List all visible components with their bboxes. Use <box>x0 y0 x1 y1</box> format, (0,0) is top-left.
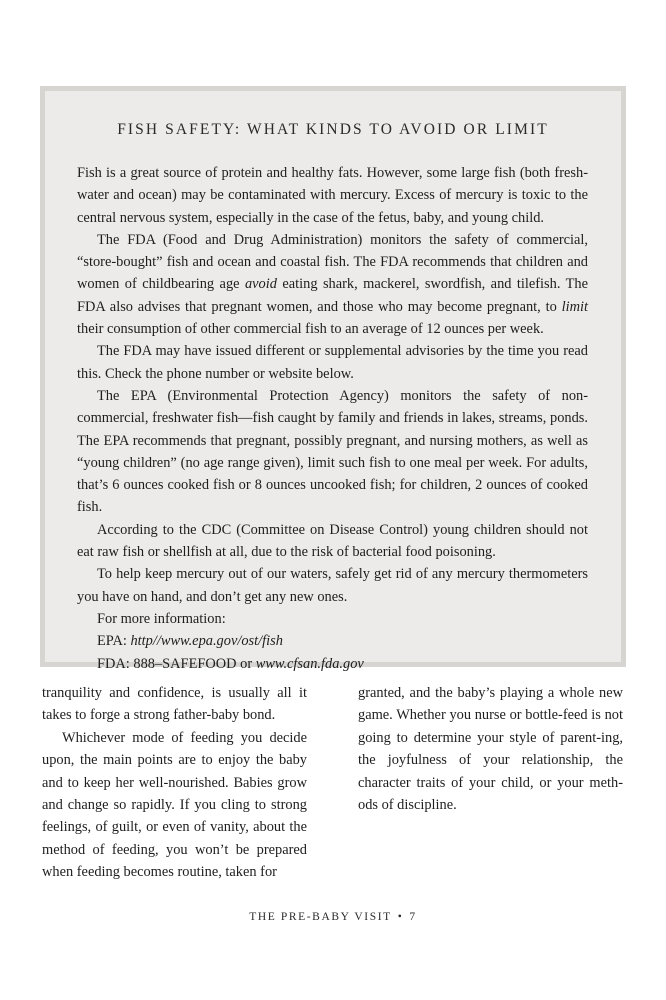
fda-label: FDA: 888–SAFEFOOD or <box>97 655 256 672</box>
body-column-left <box>42 682 307 884</box>
fda-link[interactable]: www.cfsan.fda.gov <box>255 655 364 672</box>
sidebar-paragraph-epa: The EPA (Environmental Protection Agency) monitors the safety of non-commercial, freshwater fish—fish caught by family and friends in lakes, streams, ponds. The EPA recommends that pregnant, possibly pregnant, and nursing mothers, as well as “young children” (no age range given), limit such fish to one meal per week. For adults, that’s 6 ounces cooked fish or 8 ounces uncooked fish; for children, 2 ounces of cooked fish. <box>77 387 588 516</box>
sidebar-paragraph-fda <box>77 229 588 340</box>
fda-text-part-2: eating shark, mackerel, swordfish, and tilefish. The FDA also advises that pregnant women, and those who may become pregnant, to <box>77 276 588 315</box>
more-info-heading: For more information: <box>97 610 226 627</box>
avoid-emphasis: avoid <box>244 276 277 293</box>
sidebar-paragraph-mercury: Fish is a great source of protein and healthy fats. However, some large fish (both fresh-water and ocean) may be contaminated with mercury. Excess of mercury is toxic to the central nervous system, especially in the case of the fetus, baby, and young child. <box>77 165 588 226</box>
page-number: 7 <box>409 911 417 923</box>
fda-contact <box>77 653 588 675</box>
sidebar-paragraph-advisories: The FDA may have issued different or supplemental advisories by the time you read this. Check the phone number or website below. <box>77 343 588 382</box>
epa-link[interactable]: http//www.epa.gov/ost/fish <box>130 633 283 650</box>
fda-text-part-1: The FDA (Food and Drug Administration) monitors the safety of commercial, “store-bought” fish and ocean and coastal fish. The FDA recommends that children and women of childbearing age <box>77 231 588 293</box>
fish-safety-sidebar <box>40 86 626 672</box>
sidebar-title: FISH SAFETY: WHAT KINDS TO AVOID OR LIMIT <box>117 121 549 138</box>
running-footer <box>0 911 666 923</box>
epa-contact <box>77 630 588 652</box>
limit-emphasis: limit <box>561 298 588 315</box>
body-paragraph-bond: tranquility and confidence, is usually all it takes to forge a strong father-baby bond. <box>42 685 307 724</box>
footer-bullet: • <box>397 911 404 923</box>
section-title: THE PRE-BABY VISIT <box>249 911 392 923</box>
epa-label: EPA: <box>97 633 131 650</box>
sidebar-paragraph-thermometers: To help keep mercury out of our waters, safely get rid of any mercury thermometers you have on hand, and don’t get any new ones. <box>77 566 588 605</box>
body-paragraph-continued: granted, and the baby’s playing a whole new game. Whether you nurse or bottle-feed is not going to determine your style of parent-ing, the joyfulness of your relationship, the character traits of your child, or your meth-ods of discipline. <box>358 685 623 814</box>
sidebar-body <box>77 162 588 675</box>
sidebar-paragraph-cdc: According to the CDC (Committee on Disease Control) young children should not eat raw fish or shellfish at all, due to the risk of bacterial food poisoning. <box>77 521 588 561</box>
fda-text-part-3: their consumption of other commercial fish to an average of 12 ounces per week. <box>77 321 544 338</box>
body-column-right <box>358 682 623 816</box>
body-paragraph-feeding: Whichever mode of feeding you decide upon, the main points are to enjoy the baby and to keep her well-nourished. Babies grow and change so rapidly. If you cling to strong feelings, of guilt, or even of vanity, about the method of feeding, you won’t be prepared when feeding becomes routine, taken for <box>42 729 307 881</box>
